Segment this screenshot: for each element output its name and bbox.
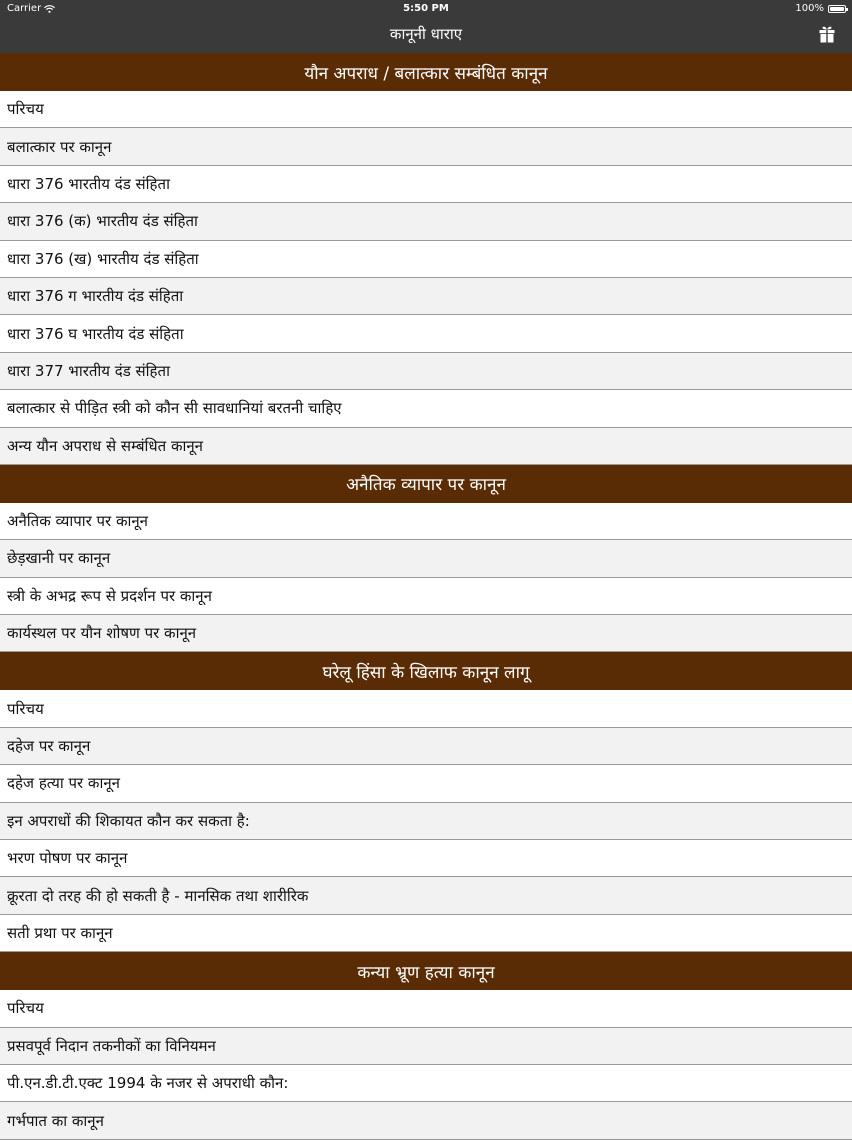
list-item[interactable]: गर्भपात का कानून (0, 1102, 852, 1139)
page-title: कानूनी धाराए (389, 25, 463, 43)
list-item[interactable]: पी.एन.डी.टी.एक्ट 1994 के नजर से अपराधी कौन: (0, 1065, 852, 1102)
navigation-bar (0, 17, 852, 53)
list-item[interactable]: धारा 376 भारतीय दंड संहिता (0, 166, 852, 203)
list-item[interactable]: धारा 376 (क) भारतीय दंड संहिता (0, 203, 852, 240)
list-item[interactable]: धारा 377 भारतीय दंड संहिता (0, 353, 852, 390)
list-item[interactable]: परिचय (0, 990, 852, 1027)
section-header: घरेलू हिंसा के खिलाफ कानून लागू (0, 652, 852, 690)
battery-indicator (795, 3, 846, 14)
section-header: अनैतिक व्यापार पर कानून (0, 465, 852, 503)
list-item[interactable]: धारा 376 (ख) भारतीय दंड संहिता (0, 241, 852, 278)
list-item[interactable]: स्त्री के अभद्र रूप से प्रदर्शन पर कानून (0, 578, 852, 615)
section-header: यौन अपराध / बलात्कार सम्बंधित कानून (0, 53, 852, 91)
list-item[interactable]: दहेज पर कानून (0, 728, 852, 765)
clock: 5:50 PM (403, 3, 449, 14)
list-item[interactable]: क्रूरता दो तरह की हो सकती है - मानसिक तथा शारीरिक (0, 877, 852, 914)
list-item[interactable]: प्रसवपूर्व निदान तकनीकों का विनियमन (0, 1028, 852, 1065)
status-bar (0, 0, 852, 17)
list-item[interactable]: परिचय (0, 690, 852, 727)
list-item[interactable]: धारा 376 घ भारतीय दंड संहिता (0, 315, 852, 352)
list-item[interactable]: दहेज हत्या पर कानून (0, 765, 852, 802)
gift-icon[interactable] (817, 24, 837, 44)
carrier-label: Carrier (7, 3, 42, 14)
list-item[interactable]: भरण पोषण पर कानून (0, 840, 852, 877)
list-item[interactable]: परिचय (0, 91, 852, 128)
list-item[interactable]: छेड़खानी पर कानून (0, 540, 852, 577)
section-header: कन्या भ्रूण हत्या कानून (0, 952, 852, 990)
list-item[interactable]: बलात्कार से पीड़ित स्त्री को कौन सी सावधानियां बरतनी चाहिए (0, 390, 852, 427)
list-item[interactable]: कार्यस्थल पर यौन शोषण पर कानून (0, 615, 852, 652)
list-item[interactable]: बलात्कार पर कानून (0, 128, 852, 165)
list-item[interactable]: सती प्रथा पर कानून (0, 915, 852, 952)
list-item[interactable]: अनैतिक व्यापार पर कानून (0, 503, 852, 540)
battery-icon (828, 5, 846, 13)
law-sections-list (0, 53, 852, 1140)
list-item[interactable]: धारा 376 ग भारतीय दंड संहिता (0, 278, 852, 315)
list-item[interactable]: अन्य यौन अपराध से सम्बंधित कानून (0, 428, 852, 465)
battery-percent: 100% (795, 3, 824, 14)
list-item[interactable]: इन अपराधों की शिकायत कौन कर सकता है: (0, 803, 852, 840)
